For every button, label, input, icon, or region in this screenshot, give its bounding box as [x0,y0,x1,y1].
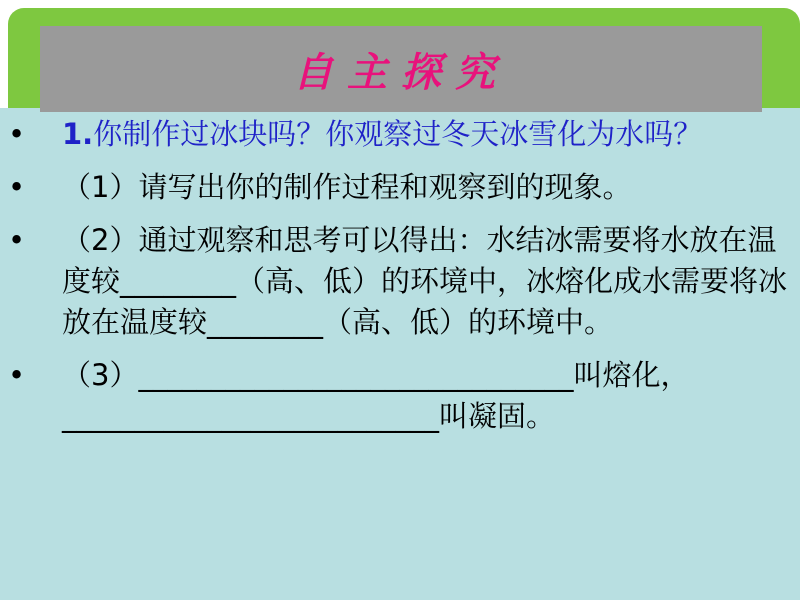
item-3-suffix: 叫凝固。 [439,399,556,433]
bullet-dot: • [8,117,26,151]
item-2-prefix: （2）通过观察和思考可以得出：水结冰需要将水放在温度较 [62,223,777,298]
question-number: 1. [62,117,94,151]
bullet-dot: • [8,358,26,392]
question-1 [0,114,800,155]
item-3-middle: 叫熔化， [573,358,690,392]
item-1 [0,167,800,208]
item-2-middle: （高、低）的环境中，冰熔化成水需要将冰放在温度较 [62,264,788,339]
fill-blank: ________ [120,264,237,298]
item-3-prefix: （3） [62,358,139,392]
item-3 [0,355,800,437]
slide-title: 自主探究 [293,48,509,96]
item-2 [0,220,800,343]
bullet-list [0,114,800,449]
question-text: 你制作过冰块吗？你观察过冬天冰雪化为水吗？ [93,117,703,151]
item-2-suffix: （高、低）的环境中。 [323,305,614,339]
fill-blank: ______________________________ [138,358,574,392]
fill-blank: __________________________ [62,399,439,433]
item-1-text: （1）请写出你的制作过程和观察到的现象。 [62,170,632,204]
bullet-dot: • [8,170,26,204]
bullet-dot: • [8,223,26,257]
fill-blank: ________ [207,305,324,339]
